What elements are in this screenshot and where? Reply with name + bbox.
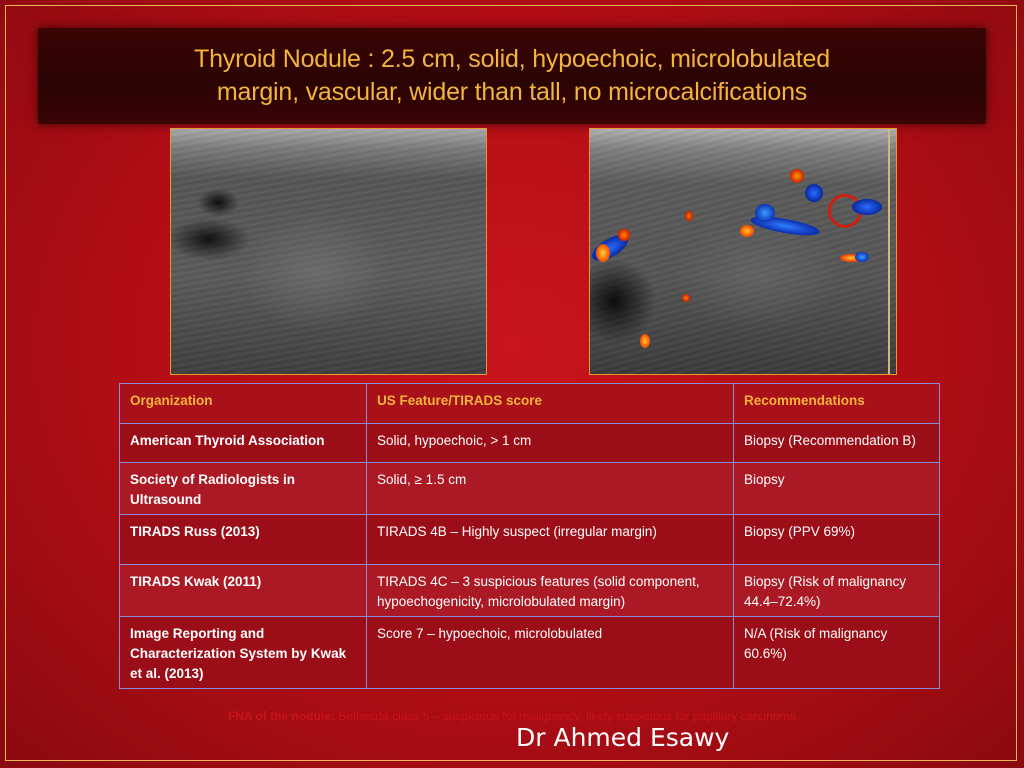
column-header-recommendations: Recommendations: [734, 384, 940, 424]
title-box: [38, 28, 986, 124]
fna-text: Bethesda class 5 – suspicious for malignancy, likely suspicious for papillary carcinoma: [338, 709, 797, 723]
doppler-flow-red: [685, 211, 693, 221]
ultrasound-image-grayscale: [170, 128, 487, 375]
doppler-flow-red: [740, 225, 754, 237]
doppler-flow-red: [640, 334, 650, 348]
cell-organization: Society of Radiologists in Ultrasound: [120, 463, 367, 515]
doppler-flow-red: [682, 294, 690, 302]
cell-us-feature: TIRADS 4B – Highly suspect (irregular margin): [367, 515, 734, 565]
doppler-flow-blue: [855, 252, 869, 262]
doppler-flow-red: [618, 229, 630, 241]
cell-organization: TIRADS Russ (2013): [120, 515, 367, 565]
doppler-flow-red: [790, 169, 804, 183]
cell-organization: Image Reporting and Characterization System by Kwak et al. (2013): [120, 617, 367, 689]
ultrasound-image-doppler: [589, 128, 897, 375]
fna-note: [0, 709, 1024, 723]
cell-recommendation: Biopsy: [734, 463, 940, 515]
cell-us-feature: Solid, hypoechoic, > 1 cm: [367, 424, 734, 463]
table-header-row: [120, 384, 940, 424]
table-row: [120, 463, 940, 515]
cell-us-feature: Solid, ≥ 1.5 cm: [367, 463, 734, 515]
cell-us-feature: TIRADS 4C – 3 suspicious features (solid component, hypoechogenicity, microlobulated margin): [367, 565, 734, 617]
doppler-flow-blue: [805, 184, 823, 202]
column-header-organization: Organization: [120, 384, 367, 424]
cell-recommendation: Biopsy (Recommendation B): [734, 424, 940, 463]
doppler-flow-blue: [852, 199, 882, 215]
column-header-us-feature: US Feature/TIRADS score: [367, 384, 734, 424]
slide-title-line-1: Thyroid Nodule : 2.5 cm, solid, hypoechoic, microlobulated: [194, 45, 830, 73]
slide-title-line-2: margin, vascular, wider than tall, no microcalcifications: [216, 78, 808, 106]
table-row: [120, 515, 940, 565]
cell-organization: TIRADS Kwak (2011): [120, 565, 367, 617]
doppler-flow-red: [596, 244, 610, 262]
cell-recommendation: Biopsy (PPV 69%): [734, 515, 940, 565]
table-row: [120, 424, 940, 463]
table-row: [120, 617, 940, 689]
author-name: Dr Ahmed Esawy: [516, 723, 730, 752]
recommendations-table: [119, 383, 940, 689]
table-row: [120, 565, 940, 617]
doppler-flow-blue: [755, 204, 775, 222]
cell-recommendation: Biopsy (Risk of malignancy 44.4–72.4%): [734, 565, 940, 617]
cell-us-feature: Score 7 – hypoechoic, microlobulated: [367, 617, 734, 689]
cell-recommendation: N/A (Risk of malignancy 60.6%): [734, 617, 940, 689]
image-scale-bar: [888, 129, 890, 374]
cell-organization: American Thyroid Association: [120, 424, 367, 463]
fna-label: FNA of the nodule:: [227, 709, 335, 723]
